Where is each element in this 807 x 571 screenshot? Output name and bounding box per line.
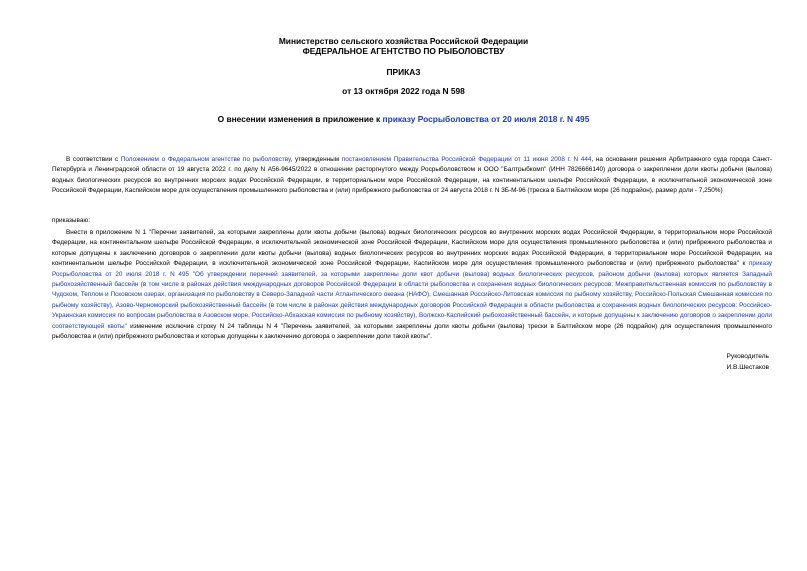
regulation-link[interactable]: Положением о Федеральном агентстве по рыболовству: [120, 156, 291, 163]
ministry-heading: Министерство сельского хозяйства Российской Федерации: [278, 36, 529, 46]
government-decree-link[interactable]: постановлением Правительства Российской Федерации от 11 июня 2008 г. N 444: [341, 156, 592, 163]
order-495-link[interactable]: приказу Росрыболовства от 20 июля 2018 г. N 495 "Об утверждении перечней заявителей, за которыми закреплены доли квот добычи (вылова) водных биологических ресурсов, районом добычи (вылова) которых является Западный рыбохозяйственный бассейн (в том числе в районах действия международных договоров Российской Федерации в области рыболовства и сохранения водных биологических ресурсов: Межправительственная комиссия по рыболовству в Чудском, Теплом и Псковском озерах, организация по рыболовству в Северо-Западной части Атлантического океана (НАФО), Смешанная Российско-Литовская комиссия по рыбному хозяйству, Российско-Польская Смешанная комиссия по рыбному хозяйству), Азово-Черноморский рыбохозяйственный бассейн (в том числе в районах действия международных договоров Российской Федерации в области рыболовства и сохранения водных биологических ресурсов: Российско-Украинская комиссия по вопросам рыболовства в Азовском море, Российско-Абхазская комиссия по рыбному хозяйству), Волжско-Каспийский рыбохозяйственный бассейн, и которые допущены к заключению договоров о закреплении доли соответствующей квоты": [52, 260, 772, 330]
document-subject: [0, 114, 807, 125]
order-text-1: Внести в приложение N 1 "Перечни заявителей, за которыми закреплены доли квоты добычи (вылова) водных биологических ресурсов во внутренних морских водах Российской Федерации, в территориальном море Российской Федерации, на континентальном шельфе Российской Федерации, в исключительной экономической зоне Российской Федерации, Каспийском море для осуществления промышленного рыболовства и (или) прибрежного рыболовства и которые допущены к заключению договоров о закреплении доли квоты добычи (вылова) водных биологических ресурсов во внутренних морских водах Российской Федерации, в территориальном море Российской Федерации, на континентальном шельфе Российской Федерации, в исключительной экономической зоне Российской Федерации, Каспийском море для осуществления промышленного рыболовства и (или) прибрежного рыболовства" к: [52, 229, 772, 268]
document-date-number: от 13 октября 2022 года N 598: [342, 86, 465, 96]
order-label: приказываю:: [52, 217, 90, 224]
order-text-2: изменение исключив строку N 24 таблицы N 4 "Перечень заявителей, за которыми закреплены доли квоты добычи (вылова) трески в Балтийском море (26 подрайон) для осуществления промышленного рыболовства и (или) прибрежного рыболовства и которые допущены к заключению договора о закреплении доли такой квоты".: [52, 322, 772, 341]
agency-heading: ФЕДЕРАЛЬНОЕ АГЕНТСТВО ПО РЫБОЛОВСТВУ: [302, 46, 505, 56]
preamble-paragraph: [52, 155, 772, 197]
subject-prefix: О внесении изменения в приложение к: [217, 114, 383, 124]
preamble-text-3: , на основании решения Арбитражного суда города Санкт-Петербурга и Ленинградской области от 19 августа 2022 г. по делу N А56-9645/2022 в отношении расторгнутого между Росрыболовством и ООО "Балтрыбкомп" (ИНН 7826666140) договора о закреплении доли квоты добычи (вылова) водных биологических ресурсов во внутренних морских водах Российской Федерации, в территориальном море Российской Федерации, на континентальном шельфе Российской Федерации, в исключительной экономической зоне Российской Федерации, Каспийском море для осуществления промышленного рыболовства и (или) прибрежного рыболовства от 24 августа 2018 г. N 3Б-М-96 (треска в Балтийском море (26 подрайон), размер доли - 7,250%): [52, 156, 773, 195]
order-paragraph: [52, 228, 772, 342]
document-type-title: ПРИКАЗ: [386, 67, 421, 77]
preamble-text-1: В соответствии с: [66, 156, 121, 163]
preamble-text-2: , утвержденным: [290, 156, 342, 163]
signature-name: И.В.Шестаков: [726, 364, 769, 371]
signature-position: Руководитель: [726, 353, 769, 360]
subject-order-link[interactable]: приказу Росрыболовства от 20 июля 2018 г. N 495: [382, 114, 590, 124]
